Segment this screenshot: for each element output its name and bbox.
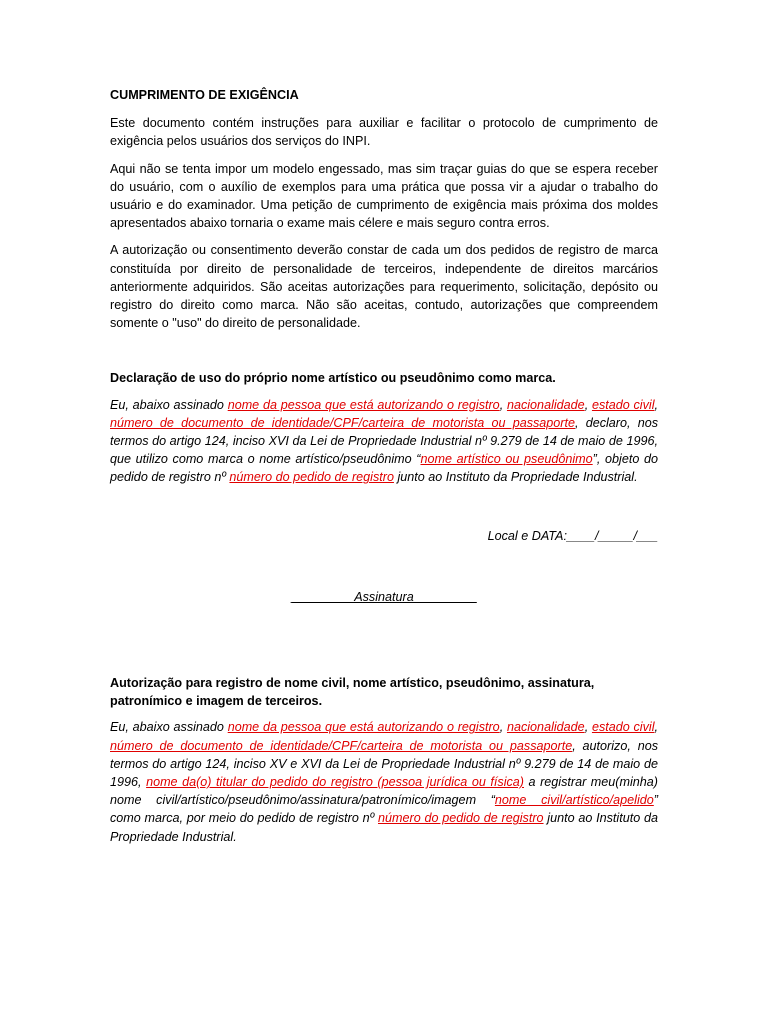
field-application-number: número do pedido de registro <box>378 811 544 826</box>
text-segment: , <box>654 720 658 735</box>
field-nationality: nacionalidade <box>506 720 585 735</box>
text-segment: Eu, abaixo assinado <box>110 720 228 735</box>
text-segment: junto ao Instituto da Propriedade Industrial. <box>393 470 638 485</box>
text-segment: junto ao Instituto da Propriedade Industrial. <box>110 811 658 844</box>
text-segment: , <box>654 397 658 412</box>
field-id-document: número de documento de identidade/CPF/carteira de motorista ou passaporte <box>110 738 573 753</box>
signature-line <box>110 588 658 606</box>
field-artistic-name: nome artístico ou pseudônimo <box>420 452 593 467</box>
local-date-line: Local e DATA:____/_____/___ <box>487 528 658 543</box>
text-segment: Eu, abaixo assinado <box>110 397 228 412</box>
field-civil-status: estado civil <box>591 397 655 412</box>
document-title: CUMPRIMENTO DE EXIGÊNCIA <box>110 88 299 102</box>
declaration-heading: Declaração de uso do próprio nome artístico ou pseudônimo como marca. <box>110 371 556 386</box>
authorization-heading: Autorização para registro de nome civil, nome artístico, pseudônimo, assinatura, patronímico e imagem de terceiros. <box>110 676 595 709</box>
field-person-name: nome da pessoa que está autorizando o registro <box>227 397 500 412</box>
text-segment: ”, objeto do pedido de registro nº <box>110 452 658 485</box>
intro-paragraph-1: Este documento contém instruções para auxiliar e facilitar o protocolo de cumprimento de exigência pelos usuários dos serviços do INPI. <box>110 116 658 149</box>
text-segment: , autorizo, nos termos do artigo 124, inciso XV e XVI da Lei de Propriedade Industrial nº 9.279 de 14 de maio de 1996, <box>110 738 658 790</box>
field-person-name: nome da pessoa que está autorizando o registro <box>227 720 500 735</box>
text-segment: , declaro, nos termos do artigo 124, inciso XVI da Lei de Propriedade Industrial nº 9.279 de 14 de maio de 1996, que utilizo como marca o nome artístico/pseudônimo “ <box>110 415 658 467</box>
signature-label: _________Assinatura_________ <box>291 589 477 604</box>
field-civil-name: nome civil/artístico/apelido <box>494 793 654 808</box>
field-applicant-name: nome da(o) titular do pedido do registro (pessoa jurídica ou física) <box>146 775 524 790</box>
authorization-body <box>110 718 658 845</box>
field-nationality: nacionalidade <box>506 397 585 412</box>
field-civil-status: estado civil <box>591 720 655 735</box>
intro-paragraph-3: A autorização ou consentimento deverão constar de cada um dos pedidos de registro de marca constituída por direito de personalidade de terceiros, independente de direitos marcários anteriormente adquiridos. São aceitas autorizações para requerimento, solicitação, depósito ou registro do direito como marca. Não são aceitas, contudo, autorizações que compreendem somente o "uso" do direito de personalidade. <box>110 243 658 331</box>
text-segment: , <box>499 720 507 735</box>
text-segment: , <box>499 397 507 412</box>
text-segment: , <box>584 720 592 735</box>
declaration-body <box>110 396 658 487</box>
text-segment: a registrar meu(minha) nome civil/artístico/pseudônimo/assinatura/patronímico/imagem “ <box>110 775 658 808</box>
intro-paragraph-2: Aqui não se tenta impor um modelo engessado, mas sim traçar guias do que se espera receber do usuário, com o auxílio de exemplos para uma prática que possa vir a ajudar o trabalho do usuário e do examinador. Uma petição de cumprimento de exigência mais próxima dos moldes apresentados abaixo tornaria o exame mais célere e mais seguro contra erros. <box>110 161 658 231</box>
field-id-document: número de documento de identidade/CPF/carteira de motorista ou passaporte <box>110 415 575 430</box>
text-segment: , <box>584 397 592 412</box>
field-application-number: número do pedido de registro <box>229 470 394 485</box>
text-segment: ” como marca, por meio do pedido de registro nº <box>110 793 658 826</box>
